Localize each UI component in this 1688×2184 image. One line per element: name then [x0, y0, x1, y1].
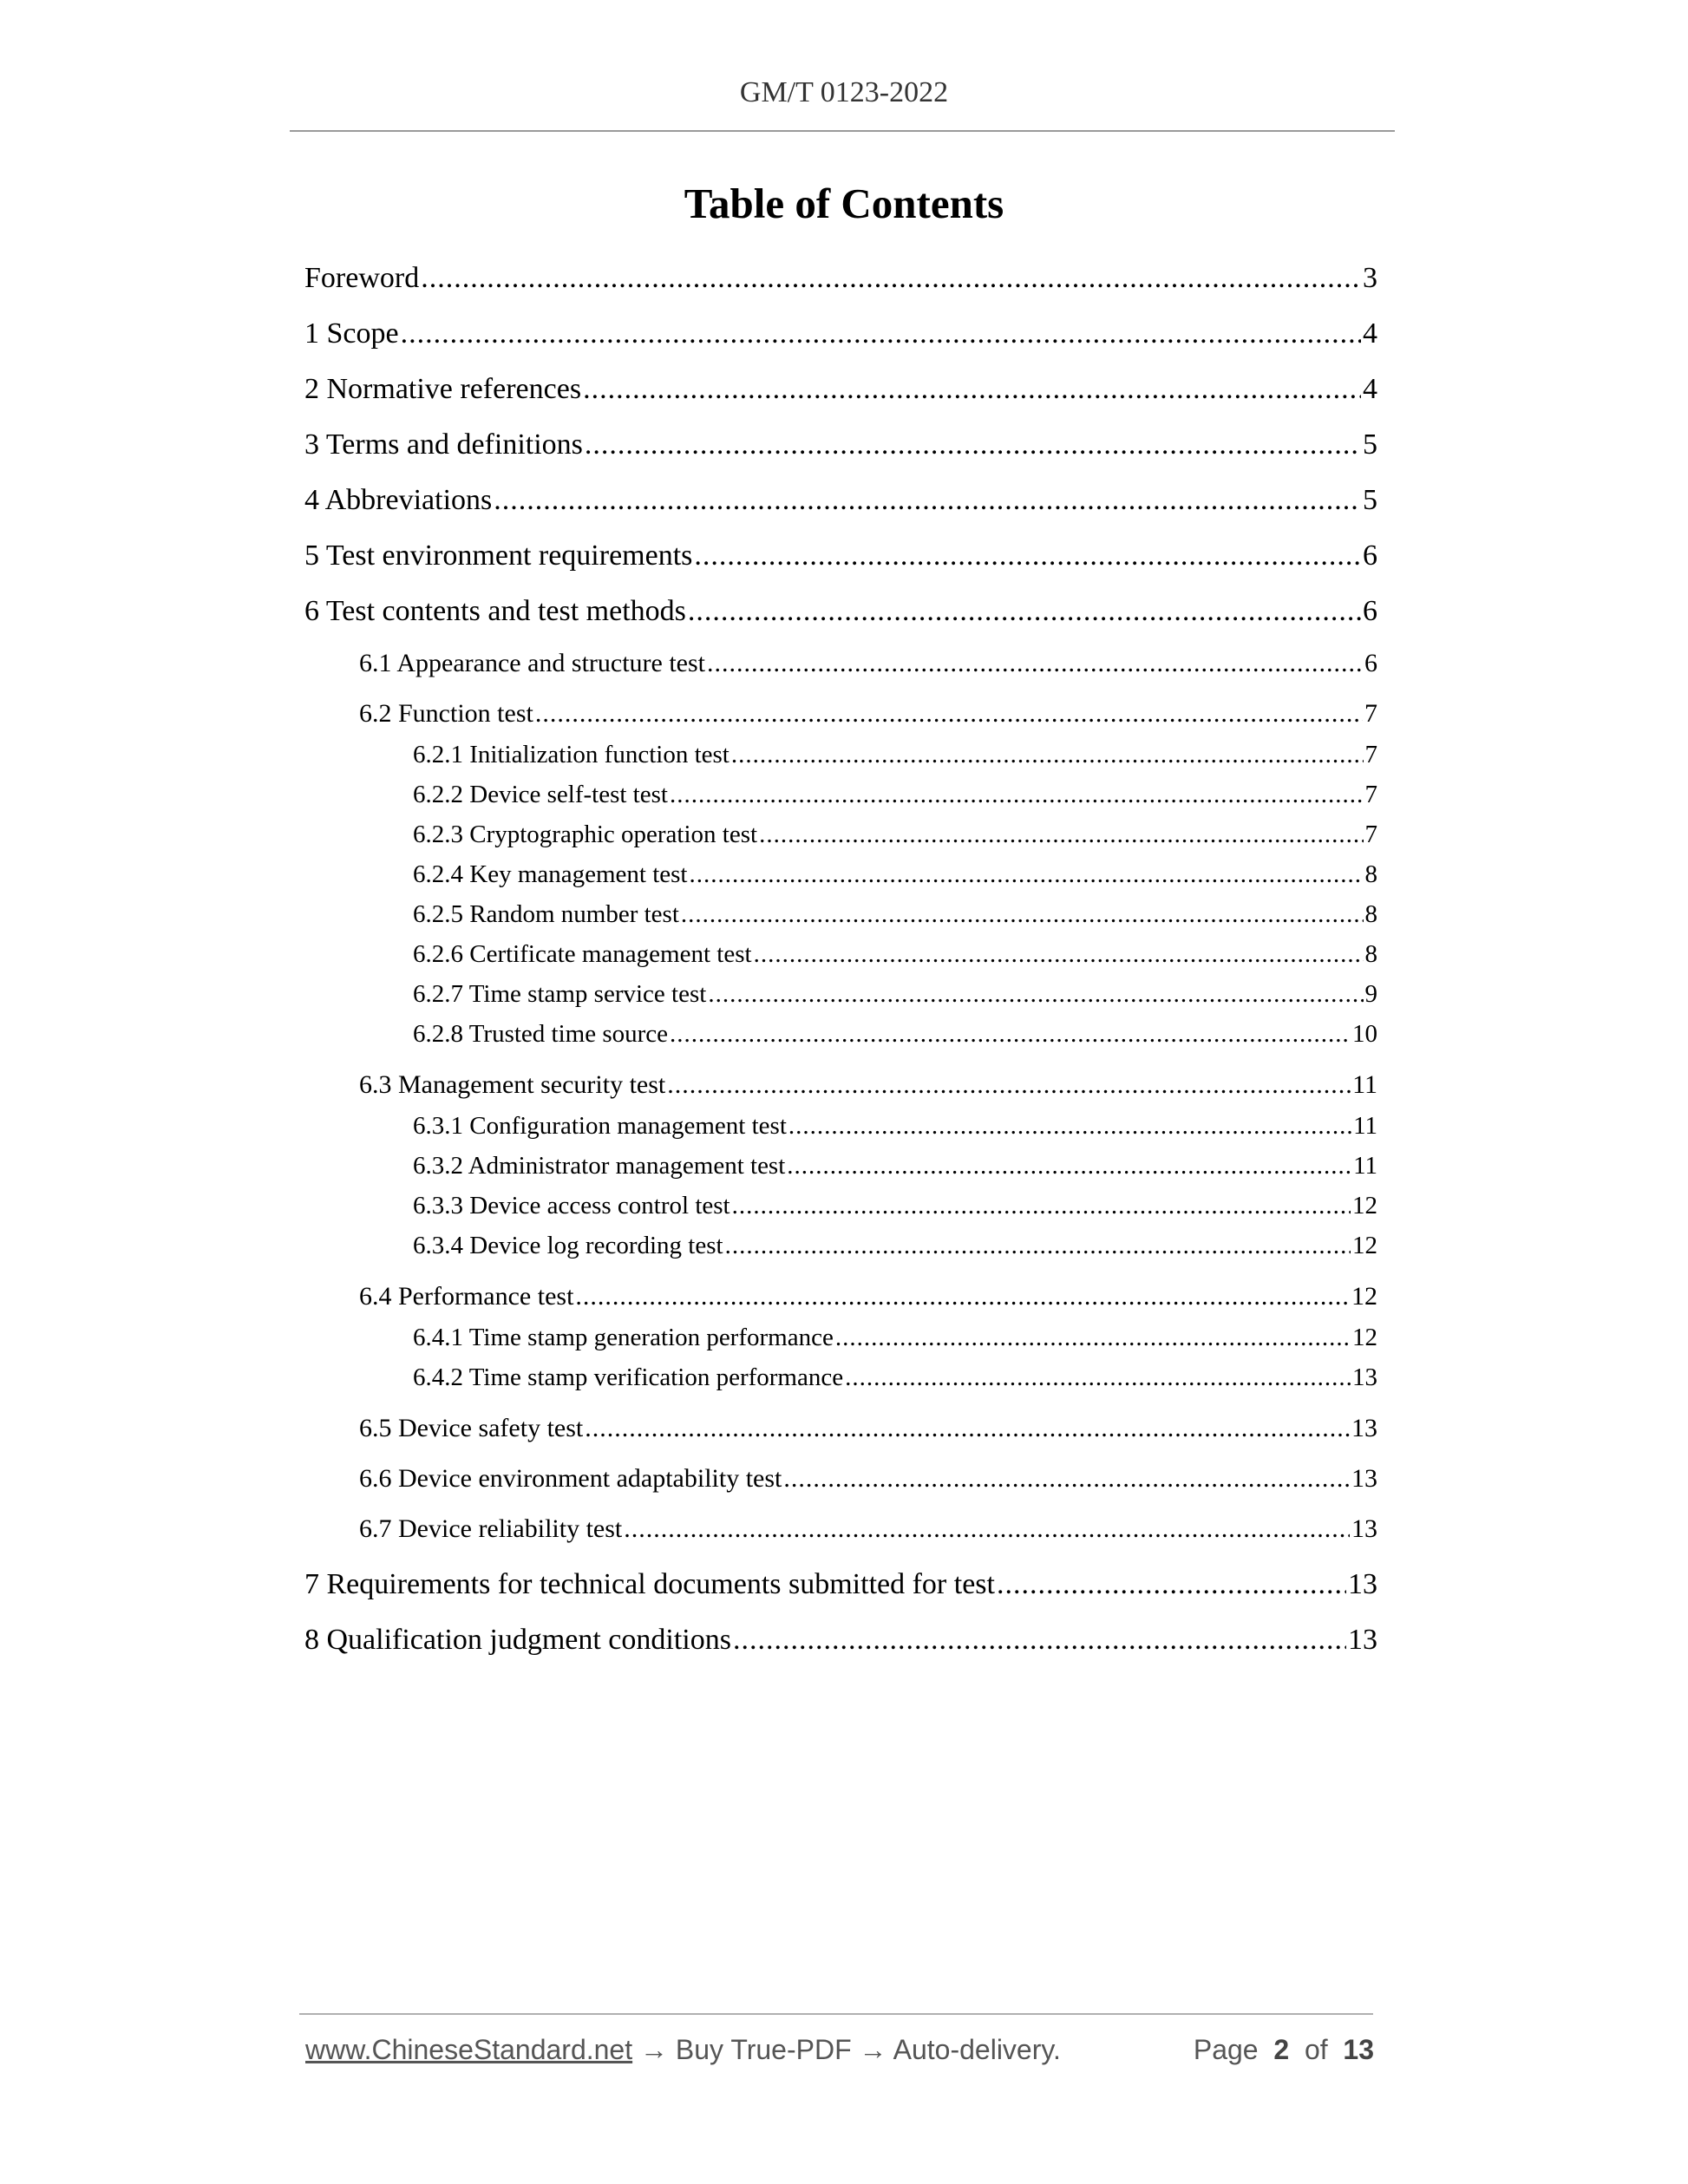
toc-entry-page: 13 [1351, 1414, 1377, 1442]
toc-entry-label: 6.7 Device reliability test [359, 1514, 623, 1543]
total-page-count: 13 [1343, 2034, 1374, 2065]
toc-entry-page: 9 [1364, 980, 1377, 1008]
toc-entry-6-1[interactable] [359, 649, 1377, 678]
dot-leader [667, 1070, 1351, 1100]
toc-entry-foreword[interactable] [304, 262, 1377, 295]
toc-entry-6-2[interactable] [359, 699, 1377, 729]
toc-entry-label: 6.2.7 Time stamp service test [413, 980, 707, 1008]
toc-entry-page: 11 [1353, 1152, 1377, 1180]
toc-entry-6-4-2[interactable] [413, 1363, 1377, 1392]
dot-leader [783, 1464, 1350, 1494]
toc-entry-label: 6.4.2 Time stamp verification performance [413, 1363, 844, 1391]
toc-entry-label: 6.4.1 Time stamp generation performance [413, 1324, 834, 1351]
current-page-number: 2 [1273, 2034, 1290, 2065]
dot-leader [788, 1112, 1351, 1141]
toc-entry-label: 3 Terms and definitions [304, 428, 583, 461]
toc-entry-label: 6.2.8 Trusted time source [413, 1020, 669, 1048]
dot-leader [732, 1192, 1351, 1220]
dot-leader [681, 900, 1364, 929]
page-title: Table of Contents [684, 180, 1004, 227]
dot-leader [624, 1514, 1350, 1544]
toc-entry-label: 6.2.3 Cryptographic operation test [413, 821, 758, 848]
toc-entry-label: 6.6 Device environment adaptability test [359, 1464, 782, 1493]
toc-entry-6-2-5[interactable] [413, 900, 1377, 929]
toc-entry-6-2-7[interactable] [413, 980, 1377, 1009]
toc-entry-6-4[interactable] [359, 1282, 1377, 1311]
toc-entry-page: 10 [1352, 1020, 1377, 1048]
toc-entry-page: 13 [1348, 1624, 1377, 1656]
toc-entry-page: 13 [1352, 1363, 1377, 1391]
toc-entry-label: 6.2.2 Device self-test test [413, 781, 668, 808]
toc-entry-page: 12 [1351, 1282, 1377, 1311]
toc-entry-6-2-2[interactable] [413, 781, 1377, 809]
toc-entry-label: 8 Qualification judgment conditions [304, 1624, 731, 1656]
toc-entry-label: 6.1 Appearance and structure test [359, 649, 706, 677]
toc-entry-label: 4 Abbreviations [304, 484, 493, 516]
toc-entry-label: 2 Normative references [304, 373, 582, 405]
of-word: of [1304, 2034, 1328, 2065]
toc-entry-page: 7 [1364, 699, 1377, 728]
toc-entry-6-7[interactable] [359, 1514, 1377, 1544]
toc-entry-page: 8 [1364, 900, 1377, 928]
toc-entry-page: 8 [1364, 940, 1377, 968]
toc-entry-6-2-1[interactable] [413, 741, 1377, 769]
toc-entry-section-8[interactable] [304, 1624, 1377, 1657]
dot-leader [694, 539, 1361, 572]
toc-entry-page: 5 [1363, 428, 1377, 461]
toc-entry-page: 12 [1352, 1192, 1377, 1220]
toc-entry-page: 4 [1363, 317, 1377, 350]
dot-leader [690, 860, 1364, 889]
page-word: Page [1193, 2034, 1259, 2065]
footer-divider [299, 2013, 1373, 2015]
toc-entry-label: 6.2.5 Random number test [413, 900, 679, 928]
toc-entry-page: 13 [1351, 1514, 1377, 1543]
toc-entry-6-3[interactable] [359, 1070, 1377, 1100]
buy-true-pdf-text: Buy True-PDF [675, 2034, 852, 2065]
toc-entry-terms-and-definitions[interactable] [304, 428, 1377, 461]
toc-entry-label: 6.3 Management security test [359, 1070, 666, 1099]
toc-entry-6-4-1[interactable] [413, 1324, 1377, 1352]
dot-leader [583, 373, 1361, 406]
dot-leader [725, 1232, 1351, 1260]
toc-entry-page: 8 [1364, 860, 1377, 888]
toc-entry-6-3-4[interactable] [413, 1232, 1377, 1260]
dot-leader [421, 262, 1361, 295]
toc-entry-label: 6.3.4 Device log recording test [413, 1232, 723, 1259]
dot-leader [585, 428, 1361, 461]
toc-entry-6-5[interactable] [359, 1414, 1377, 1443]
arrow-right-icon: → [859, 2034, 887, 2065]
dot-leader [670, 1020, 1351, 1049]
dot-leader [997, 1568, 1346, 1601]
dot-leader [401, 317, 1361, 350]
toc-entry-label: Foreword [304, 262, 420, 294]
dot-leader [754, 940, 1364, 969]
dot-leader [708, 980, 1363, 1009]
toc-entry-label: 6 Test contents and test methods [304, 595, 686, 627]
toc-entry-label: 6.3.3 Device access control test [413, 1192, 730, 1220]
toc-entry-page: 12 [1352, 1324, 1377, 1351]
toc-entry-page: 11 [1353, 1112, 1377, 1140]
toc-entry-page: 13 [1351, 1464, 1377, 1493]
document-code-header: GM/T 0123-2022 [739, 76, 949, 108]
toc-entry-label: 7 Requirements for technical documents submitted for test [304, 1568, 995, 1600]
toc-entry-6-2-3[interactable] [413, 821, 1377, 849]
toc-entry-page: 4 [1363, 373, 1377, 405]
toc-entry-page: 7 [1364, 821, 1377, 848]
dot-leader [494, 484, 1361, 517]
toc-entry-test-contents[interactable] [304, 595, 1377, 628]
toc-entry-label: 6.5 Device safety test [359, 1414, 584, 1442]
toc-entry-6-2-4[interactable] [413, 860, 1377, 889]
dot-leader [575, 1282, 1350, 1311]
dot-leader [835, 1324, 1351, 1352]
dot-leader [707, 649, 1363, 678]
toc-entry-page: 6 [1363, 595, 1377, 627]
dot-leader [787, 1152, 1351, 1180]
toc-entry-page: 7 [1364, 781, 1377, 808]
toc-entry-6-2-8[interactable] [413, 1020, 1377, 1049]
toc-entry-abbreviations[interactable] [304, 484, 1377, 517]
toc-entry-page: 13 [1348, 1568, 1377, 1600]
auto-delivery-text: Auto-delivery. [893, 2034, 1061, 2065]
dot-leader [535, 699, 1363, 729]
toc-entry-label: 6.2.1 Initialization function test [413, 741, 730, 768]
toc-entry-page: 6 [1364, 649, 1377, 677]
toc-entry-page: 12 [1352, 1232, 1377, 1259]
page-indicator [1194, 2034, 1374, 2066]
toc-entry-label: 1 Scope [304, 317, 399, 350]
toc-entry-6-3-2[interactable] [413, 1152, 1377, 1180]
toc-entry-page: 5 [1363, 484, 1377, 516]
toc-entry-label: 6.2 Function test [359, 699, 533, 728]
dot-leader [670, 781, 1364, 809]
toc-entry-6-3-1[interactable] [413, 1112, 1377, 1141]
toc-entry-page: 7 [1364, 741, 1377, 768]
toc-entry-test-environment[interactable] [304, 539, 1377, 572]
toc-entry-label: 5 Test environment requirements [304, 539, 693, 572]
dot-leader [845, 1363, 1351, 1392]
page-footer [305, 2034, 1374, 2066]
toc-entry-6-6[interactable] [359, 1464, 1377, 1494]
site-link[interactable]: www.ChineseStandard.net [305, 2034, 633, 2065]
toc-entry-scope[interactable] [304, 317, 1377, 350]
toc-entry-label: 6.3.2 Administrator management test [413, 1152, 786, 1180]
toc-entry-page: 6 [1363, 539, 1377, 572]
dot-leader [731, 741, 1364, 769]
footer-promo [305, 2034, 1061, 2066]
toc-entry-page: 11 [1352, 1070, 1377, 1099]
toc-entry-page: 3 [1363, 262, 1377, 294]
dot-leader [733, 1624, 1346, 1657]
toc-entry-label: 6.2.6 Certificate management test [413, 940, 752, 968]
dot-leader [759, 821, 1363, 849]
dot-leader [688, 595, 1361, 628]
dot-leader [585, 1414, 1350, 1443]
toc-entry-6-3-3[interactable] [413, 1192, 1377, 1220]
toc-entry-label: 6.4 Performance test [359, 1282, 574, 1311]
toc-entry-normative-references[interactable] [304, 373, 1377, 406]
toc-entry-6-2-6[interactable] [413, 940, 1377, 969]
toc-entry-section-7[interactable] [304, 1568, 1377, 1601]
toc-entry-label: 6.3.1 Configuration management test [413, 1112, 787, 1140]
toc-entry-label: 6.2.4 Key management test [413, 860, 688, 888]
arrow-right-icon: → [640, 2034, 668, 2065]
